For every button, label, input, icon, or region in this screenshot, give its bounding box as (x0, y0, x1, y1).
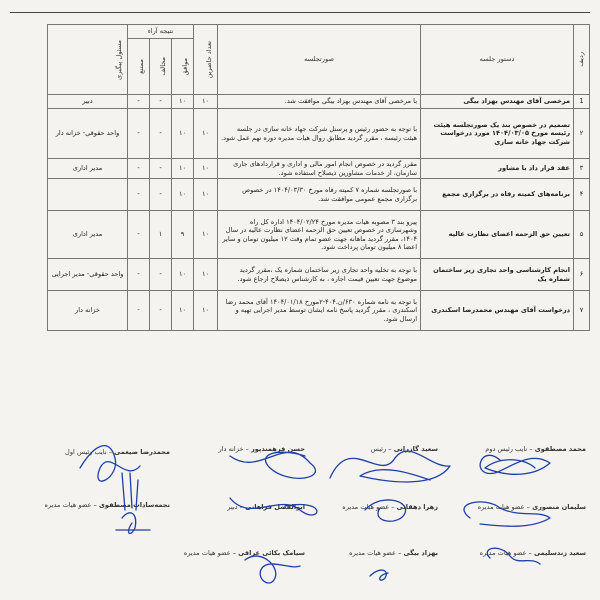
followup-cell: مدیر اداری (48, 211, 128, 259)
signature-label: سلیمان منصوری – عضو هیات مدیره (477, 503, 586, 511)
oppose-count-cell: - (150, 291, 172, 331)
row-number-cell: ۴ (574, 179, 590, 211)
attendee-count-cell: ۱۰ (194, 291, 218, 331)
header-agree: موافق (172, 39, 194, 95)
row-number-cell: ۷ (574, 291, 590, 331)
minutes-cell: با صورتجلسه شماره ۷ کمیته رفاه مورخ ۱۴۰۴/۰۳/۳۰ در خصوص برگزاری مجمع عمومی موافقت شد. (218, 179, 421, 211)
page-top-border (10, 0, 590, 13)
handwritten-signatures (30, 438, 590, 600)
agenda-cell: تعیین حق الزحمه اعضای نظارت عالیه (421, 211, 574, 259)
oppose-count-cell: ۱ (150, 211, 172, 259)
table-row (48, 211, 590, 259)
signature-scribble (330, 451, 450, 482)
agenda-cell: مرخصی آقای مهندس بهزاد بیگی (421, 95, 574, 109)
signature-scribble (480, 455, 550, 474)
signature-label: ابوالفضل فراهانی – دبیر (227, 503, 305, 511)
signature-label: سعید زندسلیمی – عضو هیات مدیره (479, 549, 586, 557)
abstain-count-cell: - (128, 211, 150, 259)
followup-cell: دبیر (48, 95, 128, 109)
minutes-cell: با توجه به تخلیه واحد تجاری زیر ساختمان شماره یک ،مقرر گردید موضوع جهت تعیین قیمت اجاره ، به کارشناس ذیصلاح ارجاع شود. (218, 259, 421, 291)
minutes-cell: با توجه به نامه شماره ۶۳۰/ن.۴۰۴-۲مورخ ۱۴۰۴/۰۱/۱۸ آقای محمد رضا اسکندری ، مقرر گردید پاسخ نامه ایشان توسط مدیر اجرایی تهیه و ارسال شود. (218, 291, 421, 331)
abstain-count-cell: - (128, 291, 150, 331)
attendee-count-cell: ۱۰ (194, 159, 218, 179)
table-row (48, 95, 590, 109)
agenda-cell: عقد قرار داد با مشاور (421, 159, 574, 179)
row-number-cell: ۶ (574, 259, 590, 291)
agree-count-cell: ۹ (172, 211, 194, 259)
row-number-cell: ۳ (574, 159, 590, 179)
agree-count-cell: ۱۰ (172, 109, 194, 159)
abstain-count-cell: - (128, 179, 150, 211)
agree-count-cell: ۱۰ (172, 179, 194, 211)
header-minutes: صورتجلسه (218, 25, 421, 95)
minutes-cell: پیرو بند ۳ مصوبه هیات مدیره مورخ ۱۴۰۴/۰۲/۲۴ اداره کل راه وشهرسازی در خصوص تعیین حق الزحمه اعضای نظارت عالیه در سال ۱۴۰۴، مقرر گردید ماهانه جهت عضو تمام وقت ۱۲ میلیون تومان و سایر اعضا ۸ میلیون تومان پرداخت شود. (218, 211, 421, 259)
attendee-count-cell: ۱۰ (194, 211, 218, 259)
table-row (48, 179, 590, 211)
header-attendee-count: تعداد حاضرین (194, 25, 218, 95)
oppose-count-cell: - (150, 259, 172, 291)
signature-scribble (245, 556, 300, 583)
attendee-count-cell: ۱۰ (194, 179, 218, 211)
attendee-count-cell: ۱۰ (194, 259, 218, 291)
attendee-count-cell: ۱۰ (194, 95, 218, 109)
attendee-count-cell: ۱۰ (194, 109, 218, 159)
table-row (48, 109, 590, 159)
signature-label: زهرا دهقانی – عضو هیات مدیره (342, 503, 438, 511)
followup-cell: مدیر اداری (48, 159, 128, 179)
header-agenda: دستور جلسه (421, 25, 574, 95)
abstain-count-cell: - (128, 259, 150, 291)
signature-scribble (370, 570, 388, 580)
agree-count-cell: ۱۰ (172, 159, 194, 179)
minutes-cell: با توجه به حضور رئیس و پرسنل شرکت جهاد خانه سازی در جلسه هیئت رئیسه ، مقرر گردید مطابق روال هیات مدیره دوره نهم عمل شود. (218, 109, 421, 159)
signature-label: سعید گازرانی – رئیس (370, 445, 438, 453)
signature-area (30, 438, 590, 600)
header-oppose: مخالف (150, 39, 172, 95)
agenda-cell: تصمیم در خصوص بند یک صورتجلسه هیئت رئیسه مورخ ۱۴۰۴/۰۳/۰۵ مورد درخواست شرکت جهاد خانه سازی (421, 109, 574, 159)
followup-cell: واحد حقوقی- خزانه دار (48, 109, 128, 159)
table-row (48, 291, 590, 331)
agree-count-cell: ۱۰ (172, 259, 194, 291)
table-row (48, 159, 590, 179)
agenda-cell: برنامه‌های کمیته رفاه در برگزاری مجمع (421, 179, 574, 211)
header-vote-outcome: نتیجه آراء (128, 25, 194, 39)
minutes-cell: مقرر گردید در خصوص انجام امور مالی و اداری و قراردادهای جاری سازمان، از خدمات مشاورین ذیصلاح استفاده شود. (218, 159, 421, 179)
oppose-count-cell: - (150, 179, 172, 211)
header-followup: مسئول پیگیری (48, 25, 128, 95)
signature-label: محمدرضا ضیغمی – نایب رئیس اول (65, 448, 170, 456)
oppose-count-cell: - (150, 109, 172, 159)
signature-scribble (116, 513, 150, 534)
header-abstain: ممتنع (128, 39, 150, 95)
followup-cell: واحد حقوقی- مدیر اجرایی (48, 259, 128, 291)
agree-count-cell: ۱۰ (172, 291, 194, 331)
signature-label: بهزاد بیگی – عضو هیات مدیره (349, 549, 438, 557)
minutes-cell: با مرخصی آقای مهندس بهزاد بیگی موافقت شد. (218, 95, 421, 109)
minutes-table (47, 24, 590, 331)
signature-label: سیامک بکائی عراقی – عضو هیات مدیره (183, 549, 305, 557)
agenda-cell: درخواست آقای مهندس محمدرضا اسکندری (421, 291, 574, 331)
agree-count-cell: ۱۰ (172, 95, 194, 109)
abstain-count-cell: - (128, 159, 150, 179)
row-number-cell: ۵ (574, 211, 590, 259)
followup-cell (48, 179, 128, 211)
row-number-cell: 1 (574, 95, 590, 109)
signature-label: محمد مصطفوی – نایب رئیس دوم (485, 445, 586, 453)
oppose-count-cell: - (150, 159, 172, 179)
abstain-count-cell: - (128, 95, 150, 109)
header-row-number: ردیف (574, 25, 590, 95)
followup-cell: خزانه دار (48, 291, 128, 331)
signature-label: حسن فرهمندپور – خزانه دار (218, 445, 305, 453)
row-number-cell: ۲ (574, 109, 590, 159)
abstain-count-cell: - (128, 109, 150, 159)
agenda-cell: انجام کارشناسی واحد تجاری زیر ساختمان شماره یک (421, 259, 574, 291)
table-row (48, 259, 590, 291)
signature-label: نجمه‌سادات مصطفوی – عضو هیات مدیره (44, 501, 170, 509)
signature-scribble (230, 452, 315, 478)
oppose-count-cell: - (150, 95, 172, 109)
